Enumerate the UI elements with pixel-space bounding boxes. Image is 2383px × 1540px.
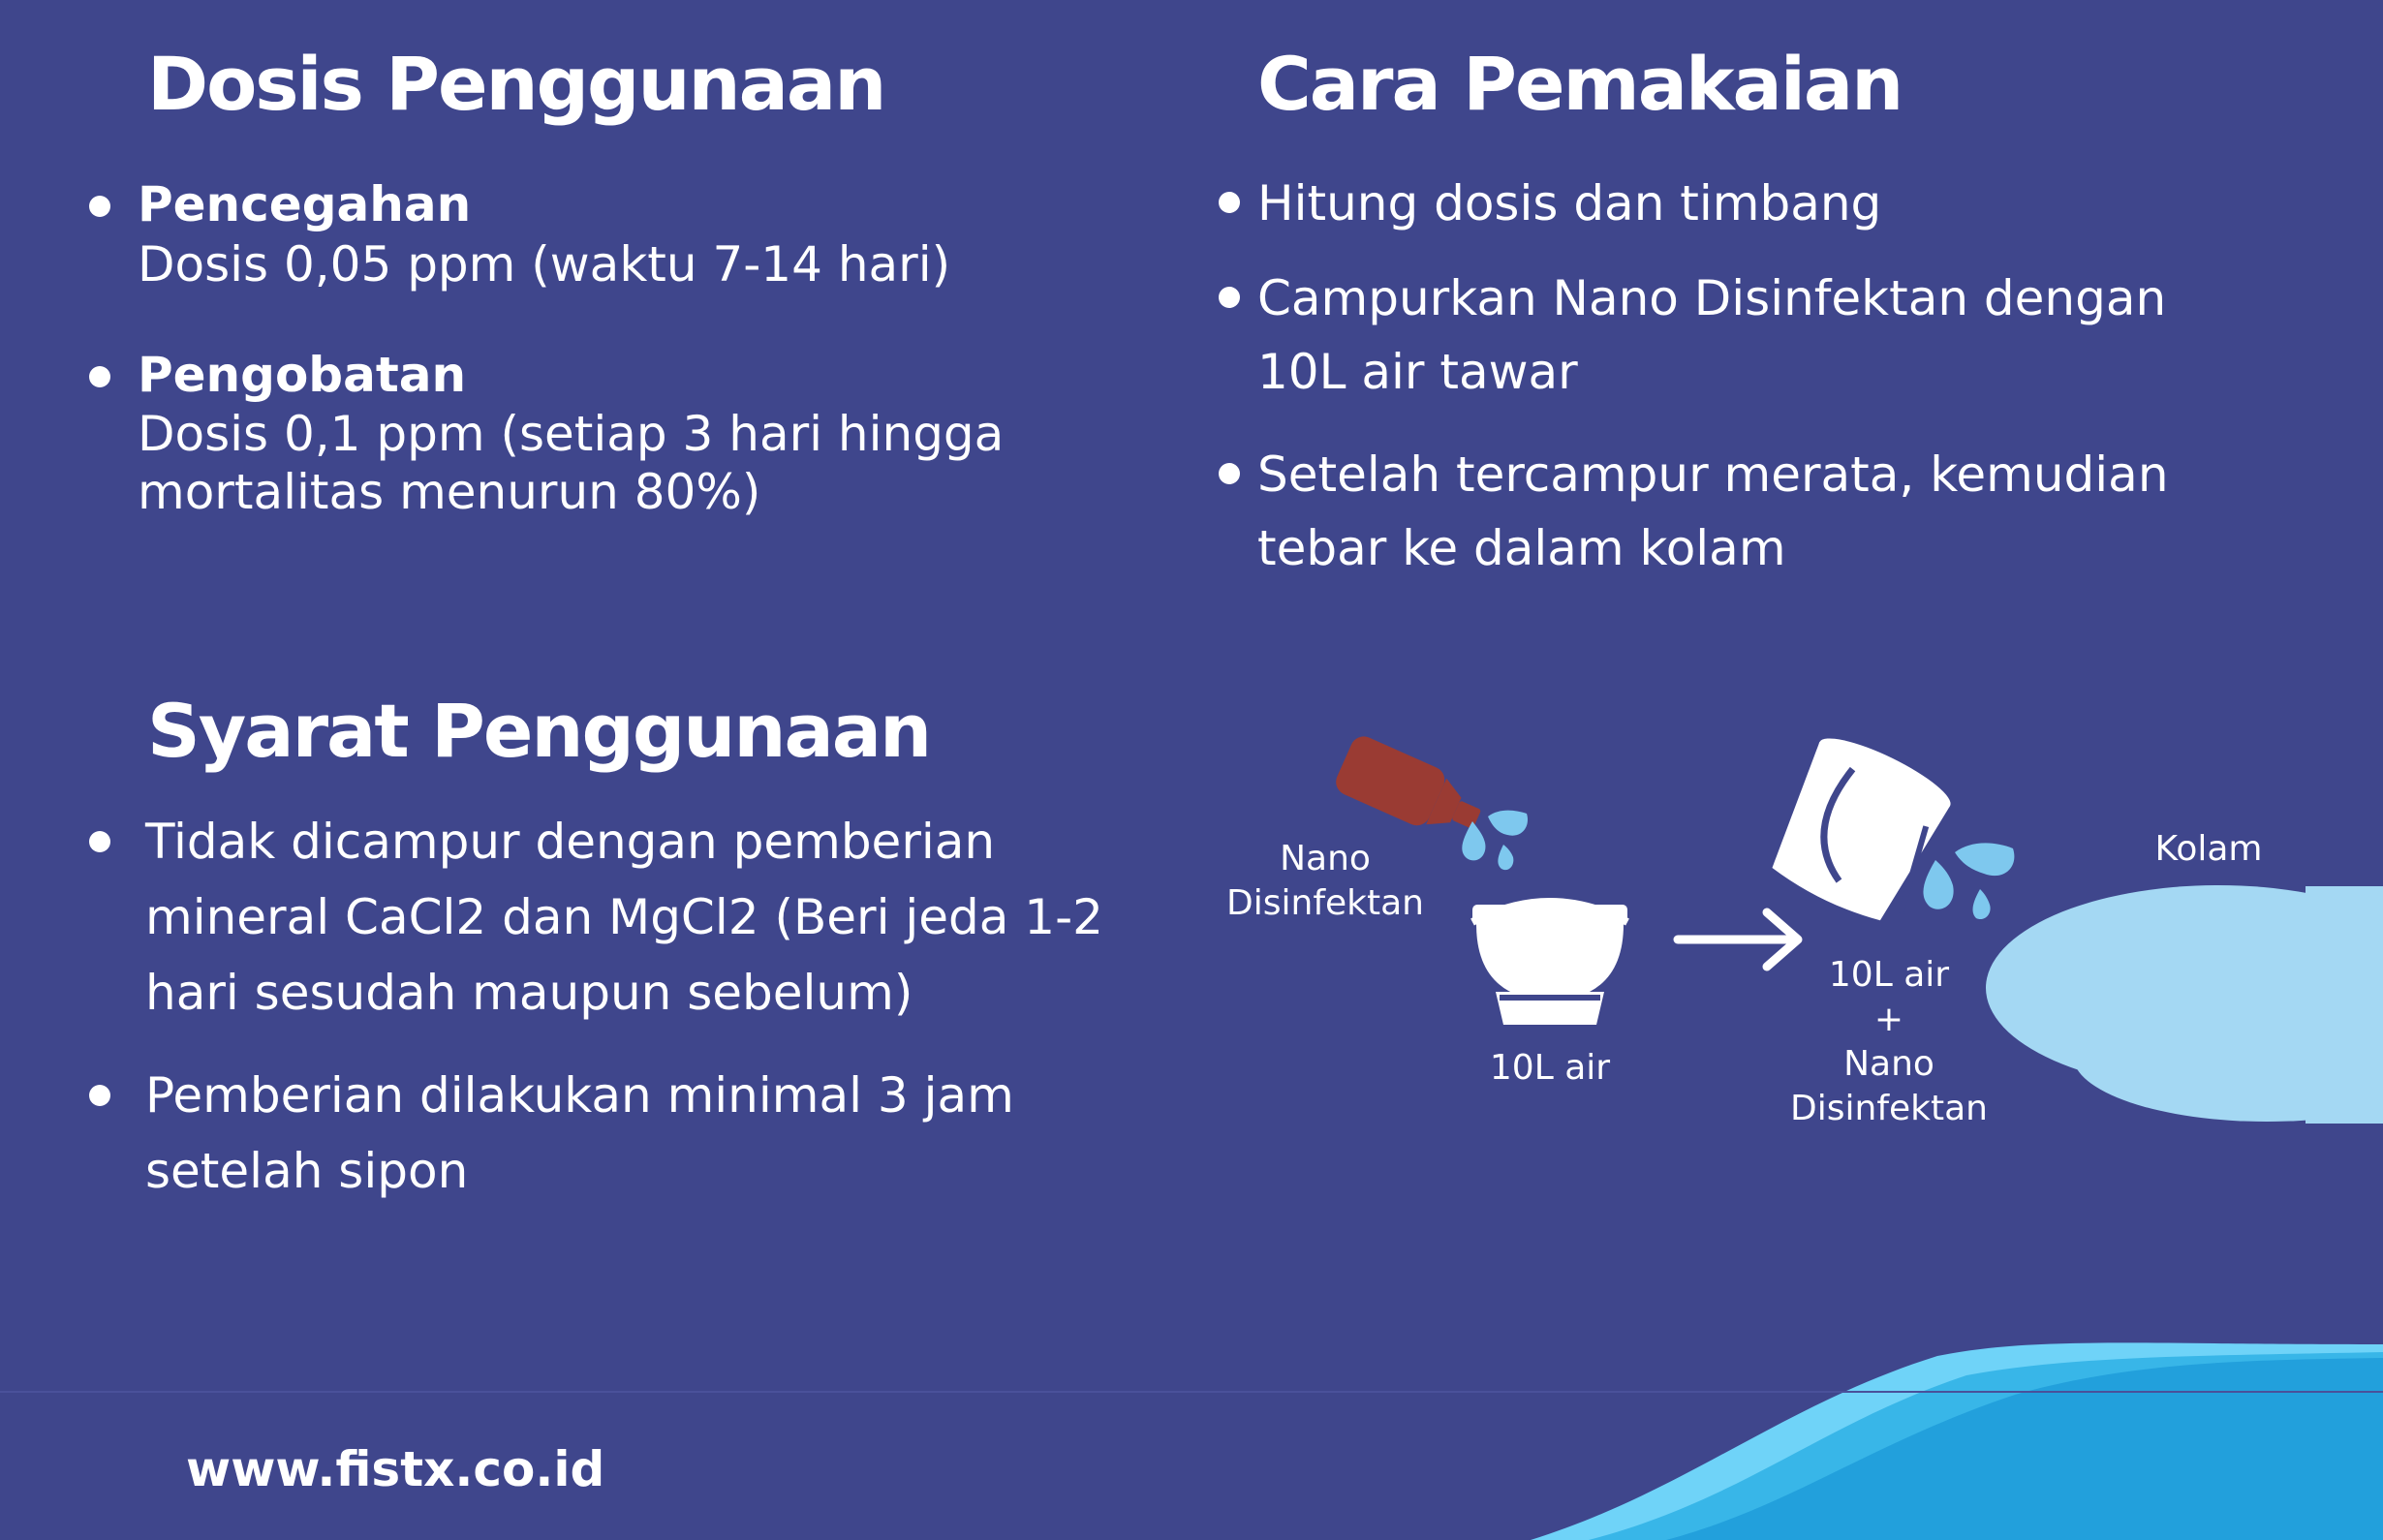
cara-item-text: Setelah tercampur merata, kemudian: [1257, 447, 2169, 503]
bottle-icon: [1332, 732, 1490, 847]
dosis-item-title: Pencegahan: [138, 176, 472, 232]
cara-heading: Cara Pemakaian: [1257, 41, 1903, 127]
dosis-heading: Dosis Penggunaan: [147, 41, 885, 127]
dosis-item-title: Pengobatan: [138, 347, 467, 403]
cara-item-text: tebar ke dalam kolam: [1257, 520, 1786, 576]
syarat-item-text: Tidak dicampur dengan pemberian: [145, 814, 996, 870]
mix-label-line: Disinfektan: [1790, 1089, 1988, 1128]
dosis-item-text: Dosis 0,05 ppm (waktu 7-14 hari): [138, 236, 951, 293]
pond-icon: [1986, 885, 2383, 1124]
bucket-icon: [1472, 902, 1627, 1025]
wave-decoration: [1531, 1342, 2383, 1540]
mix-label-line: Nano: [1843, 1044, 1934, 1084]
syarat-item-text: hari sesudah maupun sebelum): [145, 965, 913, 1021]
water-drops-icon: [1923, 843, 2014, 919]
syarat-item-text: setelah sipon: [145, 1143, 469, 1199]
bottle-label: [1219, 837, 1432, 926]
mix-label-line: +: [1873, 1000, 1904, 1039]
pond-label: Kolam: [2154, 829, 2263, 869]
syarat-item-text: mineral CaCl2 dan MgCl2 (Beri jeda 1-2: [145, 889, 1103, 945]
bottle-label-line: Disinfektan: [1226, 883, 1424, 923]
bottle-label-line: Nano: [1280, 839, 1371, 878]
website-link[interactable]: www.fistx.co.id: [186, 1441, 605, 1497]
dosis-item-text: mortalitas menurun 80%): [138, 464, 761, 520]
bucket-label: 10L air: [1489, 1048, 1611, 1088]
footer-divider: [0, 1391, 2383, 1393]
mix-label-line: 10L air: [1828, 955, 1950, 995]
dosis-item-text: Dosis 0,1 ppm (setiap 3 hari hingga: [138, 406, 1005, 462]
syarat-item-text: Pemberian dilakukan minimal 3 jam: [145, 1067, 1014, 1124]
syarat-heading: Syarat Penggunaan: [147, 688, 931, 774]
cara-item-text: Hitung dosis dan timbang: [1257, 175, 1882, 231]
cara-item-text: 10L air tawar: [1257, 344, 1578, 400]
cara-item-text: Campurkan Nano Disinfektan dengan: [1257, 270, 2167, 326]
mix-label: [1773, 953, 2005, 1131]
